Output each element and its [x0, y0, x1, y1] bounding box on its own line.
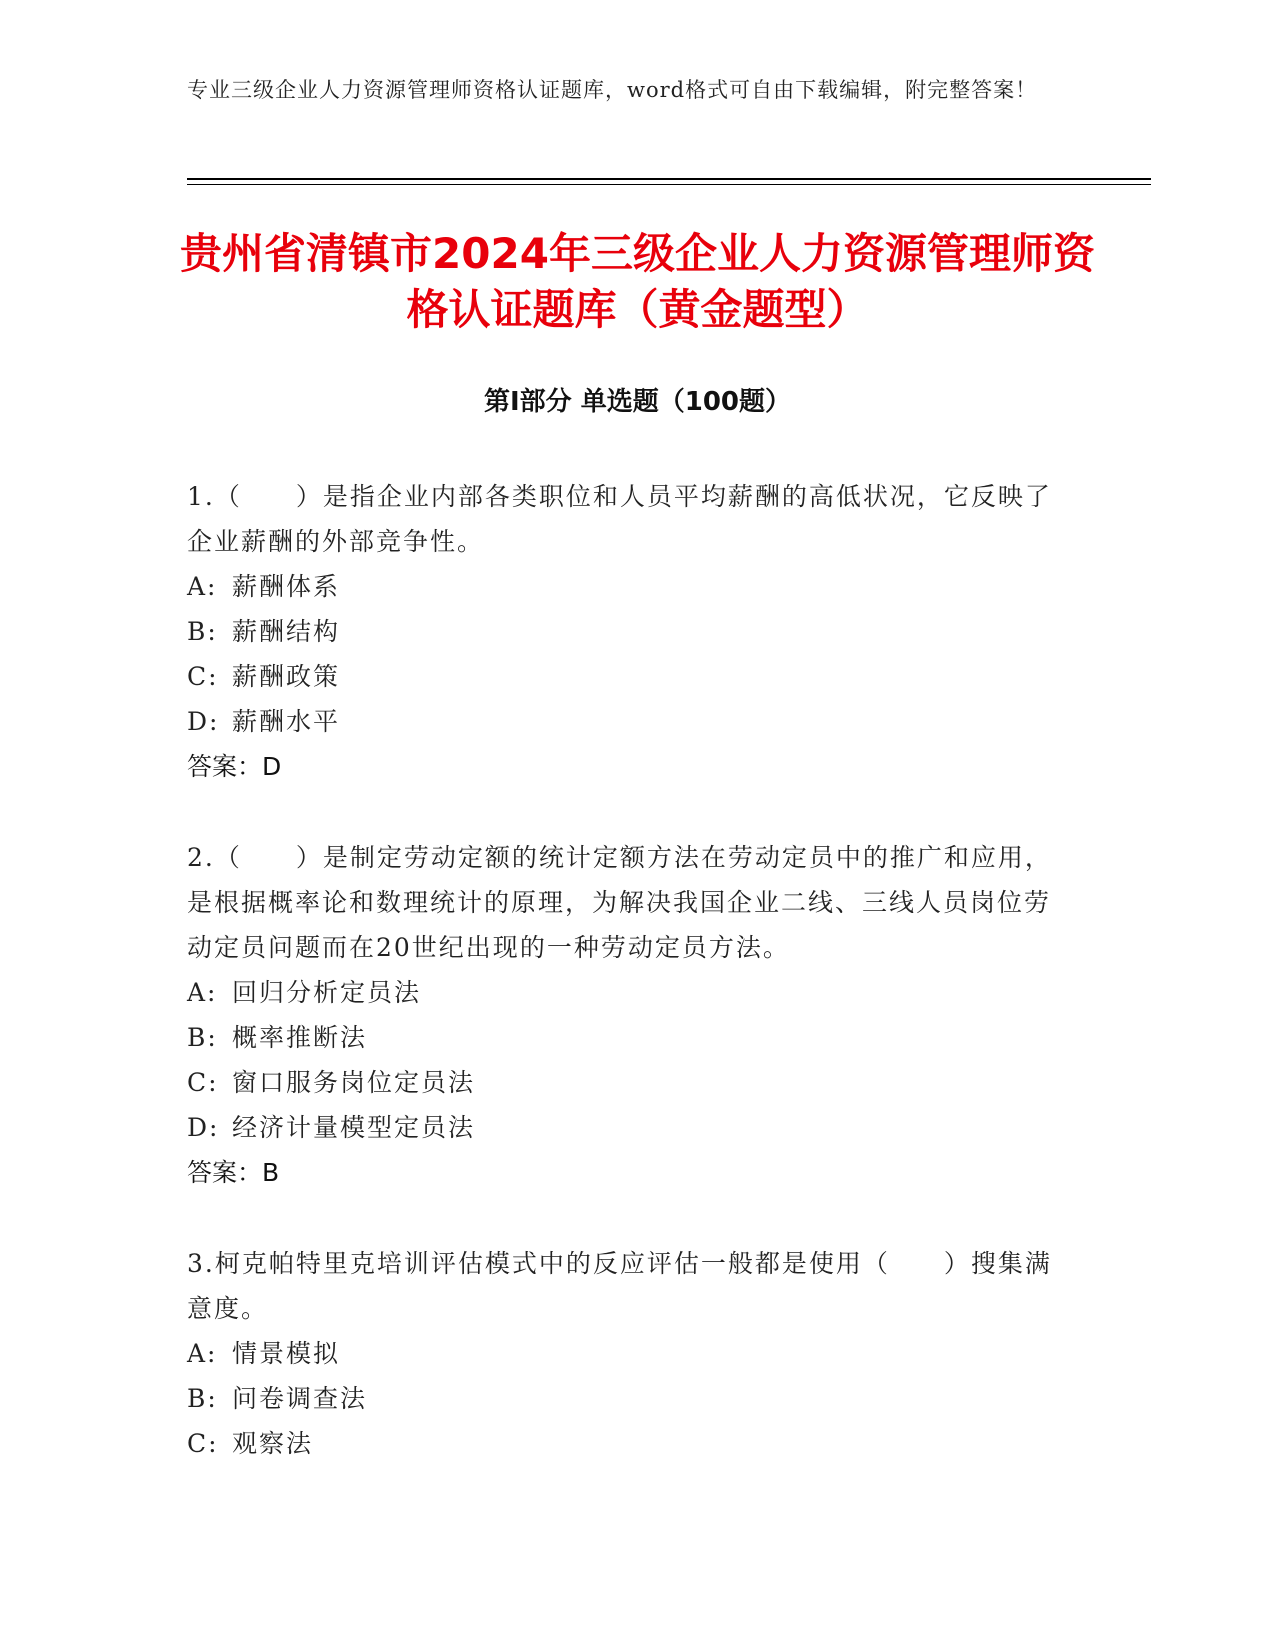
option-letter: C:	[187, 662, 219, 691]
option-letter: C:	[187, 1068, 219, 1097]
answer-line: 答案：D	[187, 752, 282, 781]
option-text: 经济计量模型定员法	[232, 1113, 476, 1142]
answer-line: 答案：B	[187, 1158, 280, 1187]
option-d	[187, 1105, 1067, 1150]
option-b	[187, 609, 1067, 654]
option-text: 薪酬政策	[232, 662, 341, 691]
option-text: 薪酬水平	[232, 707, 341, 736]
question-stem: 2.（ ）是制定劳动定额的统计定额方法在劳动定员中的推广和应用，是根据概率论和数理统计的原理，为解决我国企业二线、三线人员岗位劳动定员问题而在20世纪出现的一种劳动定员方法。	[187, 843, 1052, 962]
question-list	[187, 474, 1067, 1512]
option-text: 窗口服务岗位定员法	[232, 1068, 476, 1097]
option-letter: B:	[187, 617, 218, 646]
option-text: 概率推断法	[232, 1023, 368, 1052]
header-rule-thin	[187, 184, 1151, 185]
option-text: 观察法	[232, 1429, 314, 1458]
option-letter: C:	[187, 1429, 219, 1458]
option-letter: A:	[187, 978, 218, 1007]
option-c	[187, 654, 1067, 699]
option-b	[187, 1376, 1067, 1421]
header-rule-thick	[187, 178, 1151, 180]
option-a	[187, 564, 1067, 609]
option-letter: D:	[187, 1113, 220, 1142]
option-letter: B:	[187, 1384, 218, 1413]
document-title: 贵州省清镇市2024年三级企业人力资源管理师资格认证题库（黄金题型）	[180, 229, 1095, 334]
option-letter: D:	[187, 707, 220, 736]
option-letter: B:	[187, 1023, 218, 1052]
option-d	[187, 699, 1067, 744]
option-c	[187, 1060, 1067, 1105]
header-note: 专业三级企业人力资源管理师资格认证题库，word格式可自由下载编辑，附完整答案！	[187, 78, 1038, 102]
option-a	[187, 1331, 1067, 1376]
option-c	[187, 1421, 1067, 1466]
question-2	[187, 835, 1067, 1195]
option-text: 薪酬体系	[232, 572, 341, 601]
question-stem: 1.（ ）是指企业内部各类职位和人员平均薪酬的高低状况，它反映了企业薪酬的外部竞争性。	[187, 482, 1052, 556]
option-text: 薪酬结构	[232, 617, 341, 646]
question-1	[187, 474, 1067, 789]
option-text: 情景模拟	[232, 1339, 341, 1368]
option-a	[187, 970, 1067, 1015]
question-stem: 3.柯克帕特里克培训评估模式中的反应评估一般都是使用（ ）搜集满意度。	[187, 1249, 1052, 1323]
option-text: 回归分析定员法	[232, 978, 422, 1007]
option-letter: A:	[187, 1339, 218, 1368]
section-heading: 第Ⅰ部分 单选题（100题）	[484, 387, 791, 417]
option-b	[187, 1015, 1067, 1060]
option-letter: A:	[187, 572, 218, 601]
option-text: 问卷调查法	[232, 1384, 368, 1413]
question-3	[187, 1241, 1067, 1466]
